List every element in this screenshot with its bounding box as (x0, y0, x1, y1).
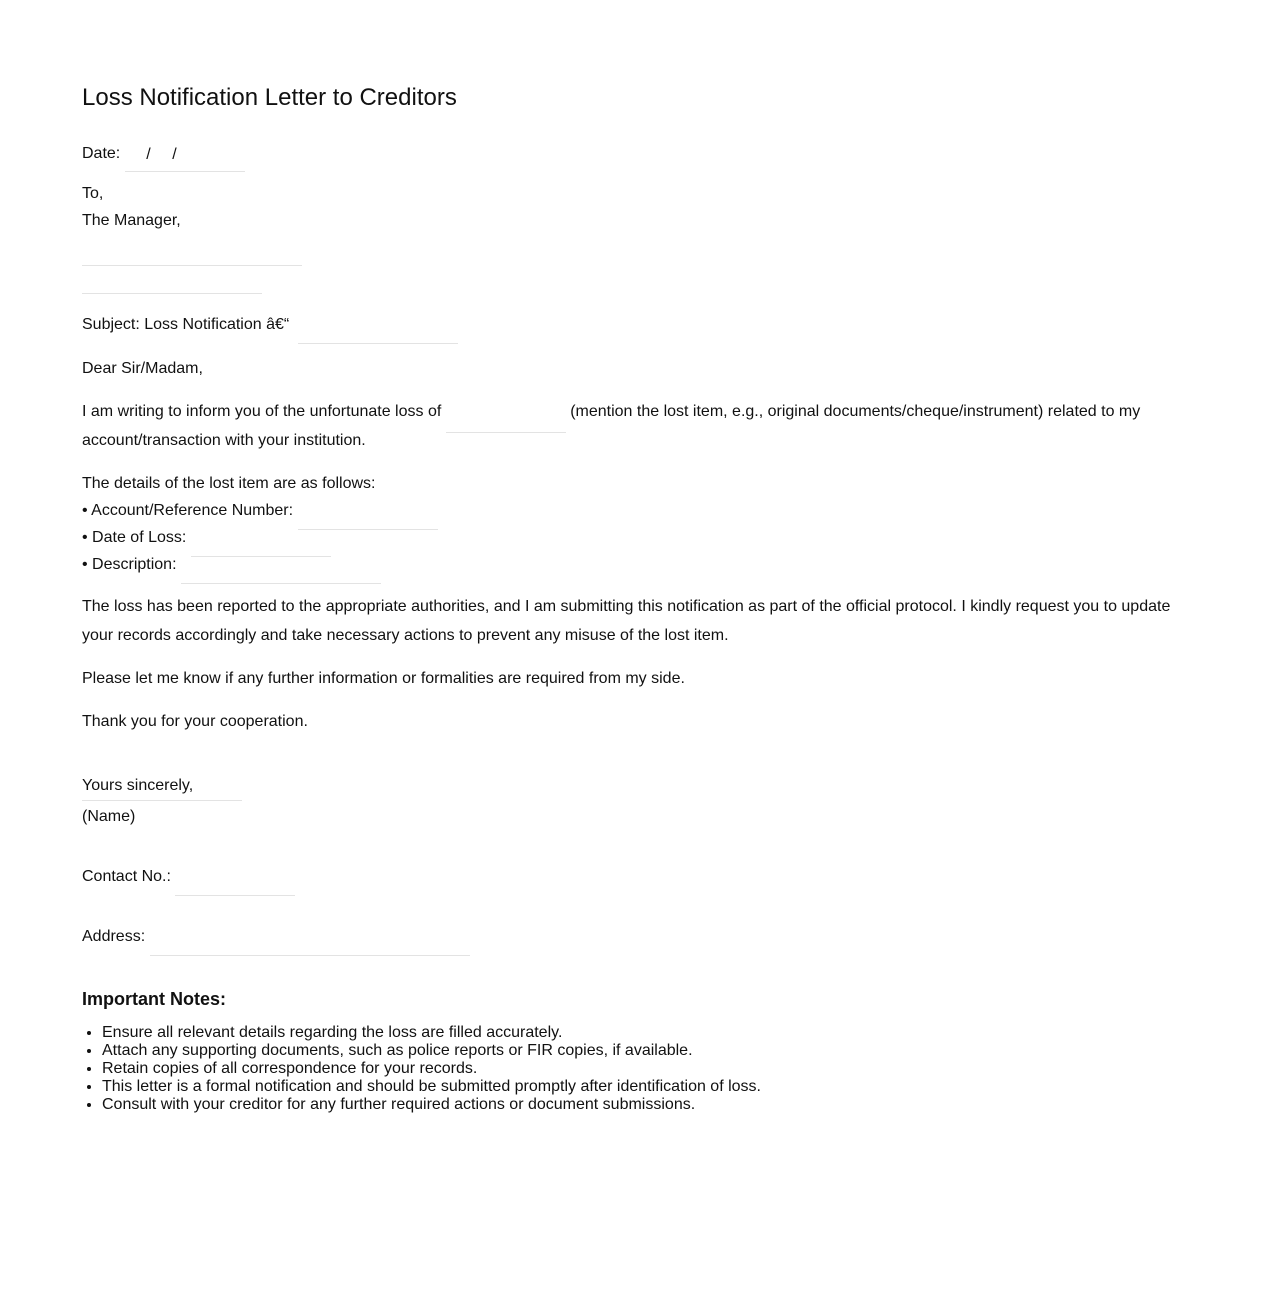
details-list (82, 470, 1196, 578)
note-item: • This letter is a formal notification and should be submitted promptly after identification of loss. (102, 1078, 1196, 1096)
contact-field[interactable] (175, 873, 295, 896)
detail-description (82, 551, 1196, 578)
date-field[interactable] (125, 144, 245, 172)
para1-before: I am writing to inform you of the unfortunate loss of (82, 403, 442, 420)
paragraph-report (82, 593, 1196, 650)
subject-label: Subject: Loss Notification â€“ (82, 316, 290, 333)
note-item: • Attach any supporting documents, such as police reports or FIR copies, if available. (102, 1042, 1196, 1060)
signature-field[interactable] (82, 799, 242, 801)
closing: Yours sincerely, (82, 777, 194, 794)
paragraph-further-info: Please let me know if any further information or formalities are required from my side. (82, 670, 685, 687)
note-item: • Retain copies of all correspondence for your records. (102, 1060, 1196, 1078)
note-item: • Ensure all relevant details regarding the loss are filled accurately. (102, 1024, 1196, 1042)
detail-date-label: • Date of Loss: (82, 529, 187, 546)
recipient-address-field[interactable] (82, 266, 262, 294)
contact-row (82, 863, 1196, 890)
subject-line (82, 311, 1196, 338)
detail-description-label: • Description: (82, 556, 177, 573)
address-label: Address: (82, 928, 146, 945)
para2-line2: your records accordingly and take necessary actions to prevent any misuse of the lost item. (82, 626, 729, 644)
notes-list (82, 1024, 1196, 1114)
paragraph-thanks: Thank you for your cooperation. (82, 713, 308, 730)
contact-label: Contact No.: (82, 868, 171, 885)
name-label: (Name) (82, 808, 136, 825)
address-row (82, 923, 1196, 950)
page-title: Loss Notification Letter to Creditors (82, 84, 457, 111)
paragraph-loss (82, 398, 1196, 455)
para2-line1: The loss has been reported to the appropriate authorities, and I am submitting this notification as part of the official protocol. I kindly request you to update (82, 598, 1171, 615)
date-separator: / (146, 146, 151, 163)
address-field[interactable] (150, 933, 470, 956)
salutation: Dear Sir/Madam, (82, 360, 203, 377)
to-line: To, (82, 185, 104, 202)
date-label: Date: (82, 145, 121, 162)
detail-account-label: • Account/Reference Number: (82, 502, 294, 519)
date-row (82, 136, 1196, 163)
lost-item-field[interactable] (446, 410, 566, 433)
notes-heading: Important Notes: (82, 989, 226, 1009)
note-item: • Consult with your creditor for any further required actions or document submissions. (102, 1096, 1196, 1114)
date-separator: / (172, 146, 177, 163)
detail-date (82, 524, 1196, 551)
detail-account (82, 497, 1196, 524)
para1-after: (mention the lost item, e.g., original documents/cheque/instrument) related to my (570, 403, 1141, 420)
manager-line: The Manager, (82, 212, 181, 229)
para1-line2: account/transaction with your institution. (82, 431, 366, 449)
description-field[interactable] (181, 561, 381, 584)
details-intro: The details of the lost item are as follows: (82, 475, 376, 492)
recipient-name-field[interactable] (82, 238, 302, 266)
subject-field[interactable] (298, 321, 458, 344)
